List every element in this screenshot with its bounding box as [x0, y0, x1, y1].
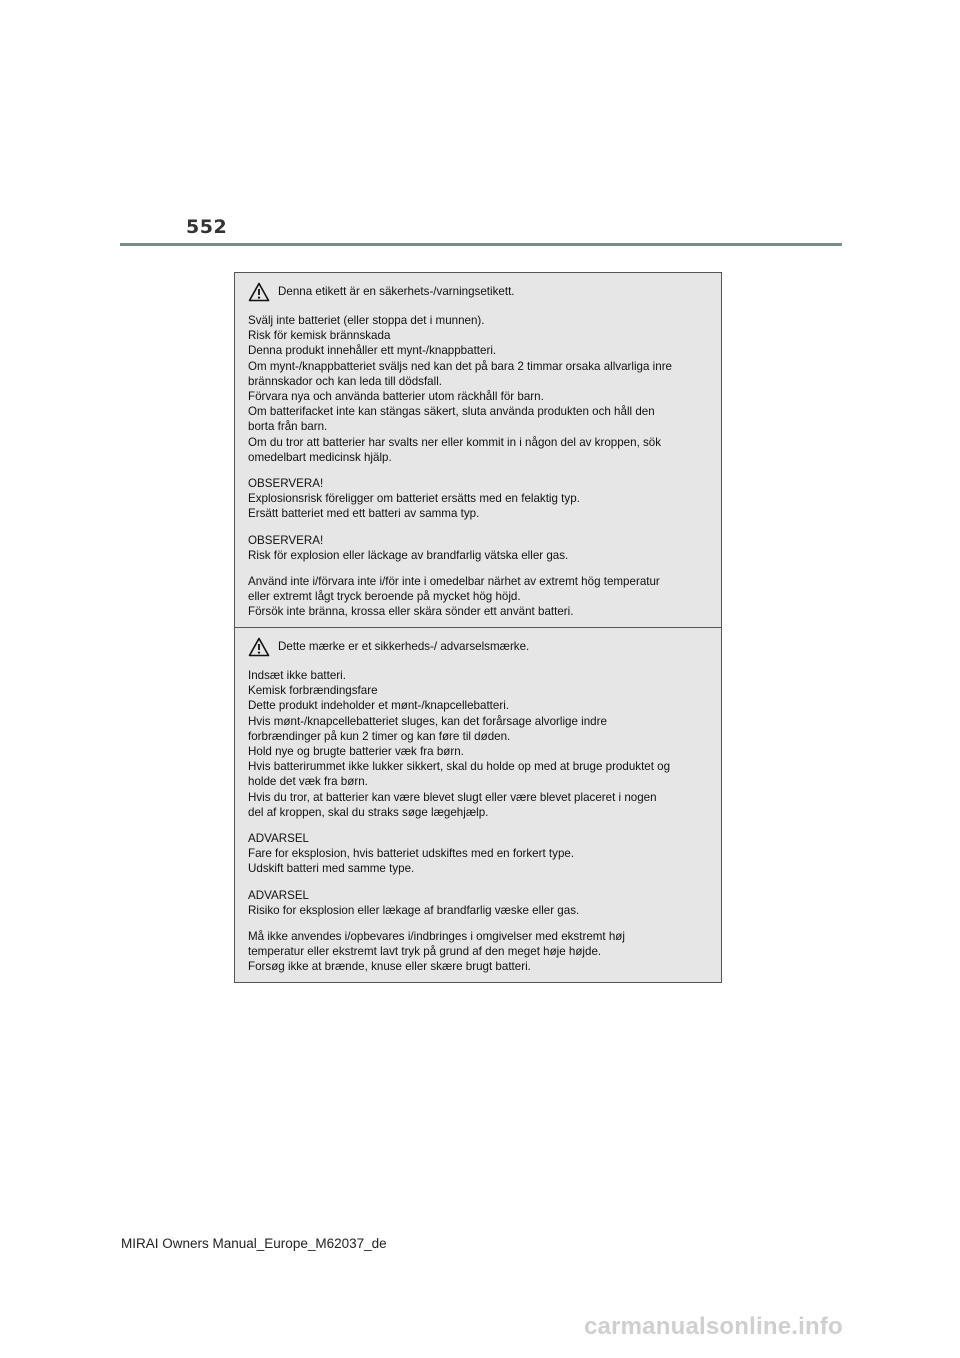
text-line: Fare for eksplosion, hvis batteriet udskiftes med en forkert type.	[248, 847, 575, 861]
warning-triangle-icon	[248, 637, 270, 657]
danish-paragraph-warning-1	[248, 831, 711, 877]
text-line: Hvis mønt-/knapcellebatteriet sluges, kan det forårsage alvorlige indre	[248, 714, 607, 728]
text-line: Hvis du tror, at batterier kan være blevet slugt eller være blevet placeret i nogen	[248, 790, 657, 804]
text-line: Svälj inte batteriet (eller stoppa det i munnen).	[248, 314, 485, 327]
swedish-warning-header	[248, 279, 711, 305]
header-rule	[120, 243, 842, 246]
footer-manual-title: MIRAI Owners Manual_Europe_M62037_de	[121, 1236, 387, 1251]
text-line: temperatur eller ekstremt lavt tryk på grund af den meget høje højde.	[248, 945, 602, 959]
text-line: Udskift batteri med samme type.	[248, 862, 415, 876]
text-line: brännskador och kan leda till dödsfall.	[248, 374, 442, 388]
swedish-warning-section	[235, 273, 721, 627]
battery-warning-label	[234, 272, 722, 983]
text-line: Forsøg ikke at brænde, knuse eller skære brugt batteri.	[248, 960, 531, 974]
text-line: Om mynt-/knappbatteriet sväljs ned kan det på bara 2 timmar orsaka allvarliga inre	[248, 359, 673, 373]
danish-warning-section	[235, 627, 721, 982]
swedish-paragraph-battery	[248, 313, 711, 465]
swedish-warning-title: Denna etikett är en säkerhets-/varningsetikett.	[278, 285, 515, 298]
swedish-paragraph-caution-2	[248, 533, 711, 563]
text-line: Använd inte i/förvara inte i/för inte i omedelbar närhet av extremt hög temperatur	[248, 575, 660, 589]
text-line: Försök inte bränna, krossa eller skära sönder ett använt batteri.	[248, 605, 574, 619]
text-line: Om du tror att batterier har svalts ner eller kommit in i någon del av kroppen, sök	[248, 435, 662, 449]
text-line: del af kroppen, skal du straks søge lægehjælp.	[248, 805, 489, 819]
text-line: ADVARSEL	[248, 832, 309, 846]
text-line: Ersätt batteriet med ett batteri av samma typ.	[248, 507, 480, 521]
text-line: OBSERVERA!	[248, 533, 324, 547]
swedish-paragraph-usage	[248, 574, 711, 620]
danish-paragraph-battery	[248, 668, 711, 820]
text-line: Denna produkt innehåller ett mynt-/knappbatteri.	[248, 344, 497, 358]
danish-paragraph-warning-2	[248, 888, 711, 918]
text-line: Må ikke anvendes i/opbevares i/indbringes i omgivelser med ekstremt høj	[248, 930, 625, 944]
text-line: forbrændinger på kun 2 timer og kan føre til døden.	[248, 729, 511, 743]
text-line: borta från barn.	[248, 420, 328, 434]
watermark: carmanualsonline.info	[584, 1313, 843, 1340]
text-line: omedelbart medicinsk hjälp.	[248, 450, 392, 464]
text-line: OBSERVERA!	[248, 477, 324, 491]
text-line: Dette produkt indeholder et mønt-/knapcellebatteri.	[248, 699, 510, 713]
text-line: Kemisk forbrændingsfare	[248, 684, 378, 698]
text-line: Hvis batterirummet ikke lukker sikkert, skal du holde op med at bruge produktet og	[248, 760, 671, 774]
text-line: Indsæt ikke batteri.	[248, 669, 346, 682]
text-line: Risk för explosion eller läckage av brandfarlig vätska eller gas.	[248, 548, 569, 562]
text-line: Risiko for eksplosion eller lækage af brandfarlig væske eller gas.	[248, 903, 580, 917]
text-line: ADVARSEL	[248, 888, 309, 902]
text-line: holde det væk fra børn.	[248, 775, 368, 789]
page-number: 552	[186, 216, 228, 238]
danish-paragraph-usage	[248, 929, 711, 975]
text-line: Risk för kemisk brännskada	[248, 329, 391, 343]
text-line: Explosionsrisk föreligger om batteriet ersätts med en felaktig typ.	[248, 492, 580, 506]
text-line: Om batterifacket inte kan stängas säkert, sluta använda produkten och håll den	[248, 405, 655, 419]
text-line: Hold nye og brugte batterier væk fra børn.	[248, 745, 464, 759]
text-line: eller extremt lågt tryck beroende på mycket hög höjd.	[248, 590, 521, 604]
text-line: Förvara nya och använda batterier utom räckhåll för barn.	[248, 390, 544, 404]
swedish-paragraph-caution-1	[248, 476, 711, 522]
danish-warning-title: Dette mærke er et sikkerheds-/ advarselsmærke.	[278, 640, 530, 653]
danish-warning-header	[248, 634, 711, 660]
warning-triangle-icon	[248, 282, 270, 302]
